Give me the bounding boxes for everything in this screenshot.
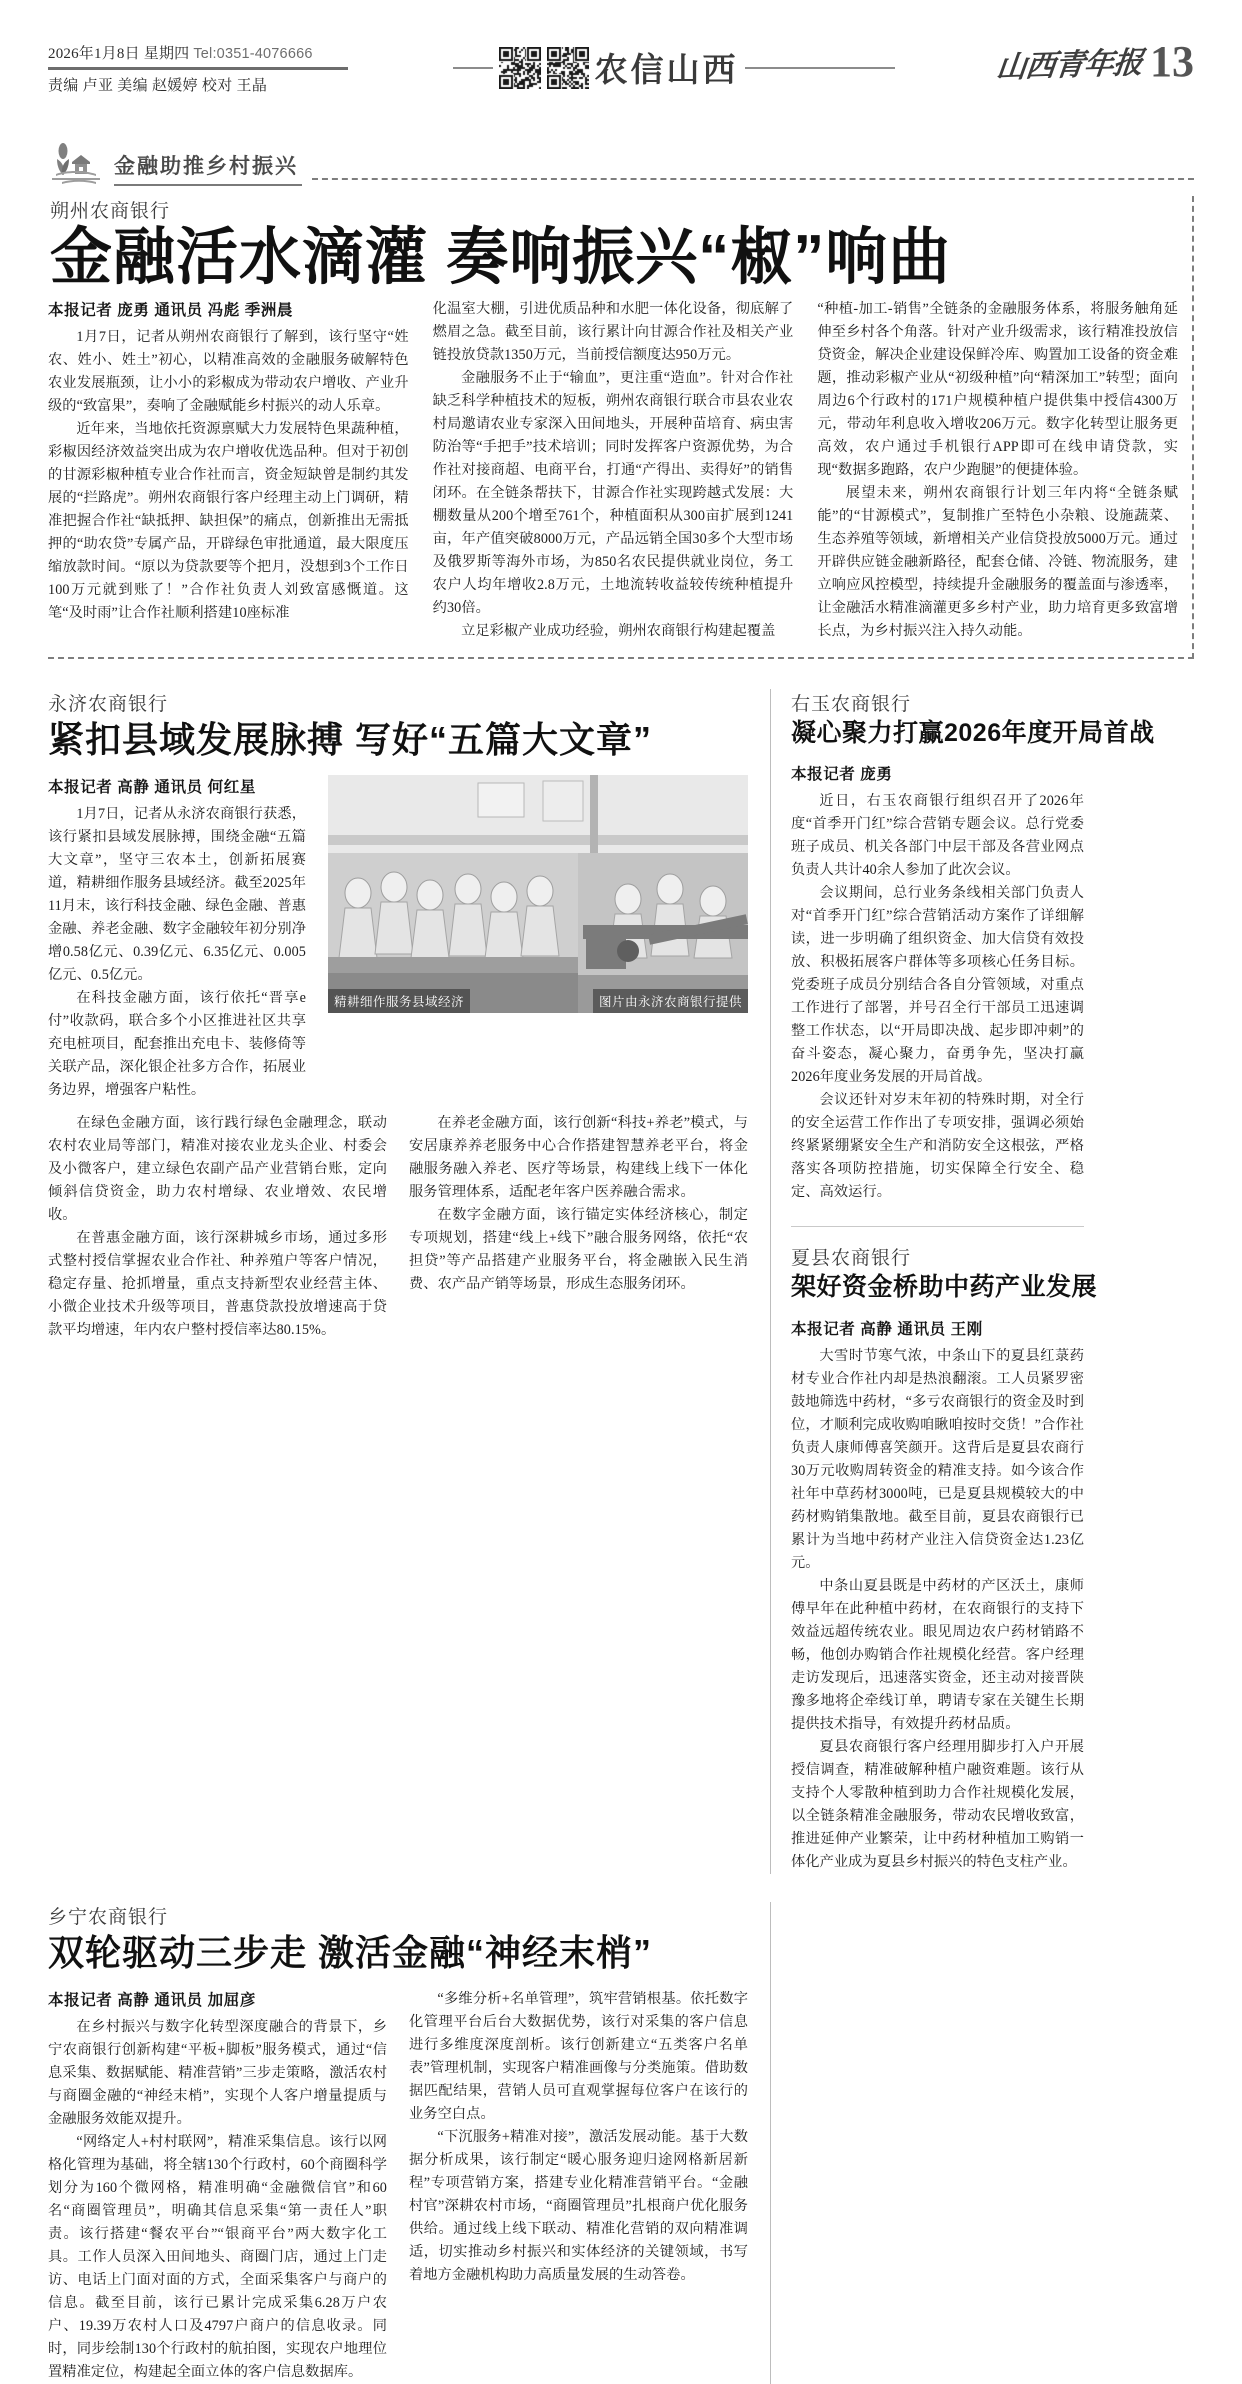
middle-region — [48, 689, 1194, 1874]
paragraph: 在科技金融方面，该行依托“晋享e付”收款码，联合多个小区推进社区共享充电桩项目，配套推出充电卡、装修倚等关联产品，深化银企社多方合作，拓展业务边界，增强客户粘性。 — [48, 990, 306, 1099]
photo-caption-left: 精耕细作服务县域经济 — [328, 989, 470, 1013]
photo-caption-right: 图片由永济农商银行提供 — [593, 989, 748, 1013]
bottom-right-spacer — [770, 1902, 1084, 2384]
page-number: 13 — [1150, 37, 1194, 87]
paragraph: “下沉服务+精准对接”，激活发展动能。基于大数据分析成果，该行制定“暖心服务迎归途网格新居新程”专项营销方案，搭建专业化精准营销平台。“金融村官”深耕农村市场，“商圈管理员”扎根商户优化服务供给。通过线上线下联动、精准化营销的双向精准调适，切实推动乡村振兴和实体经济的关键领域，书写着地方金融机构助力高质量发展的生动答卷。 — [409, 2129, 748, 2284]
xiaxian-headline: 架好资金桥助中药产业发展 — [791, 1273, 1098, 1302]
editor-credits: 责编 卢亚 美编 赵媛婷 校对 王晶 — [48, 78, 268, 94]
divider-left — [453, 67, 493, 69]
masthead-right — [939, 37, 1194, 87]
dateline-date: 2026年1月8日 星期四 — [48, 46, 190, 62]
paragraph: 在普惠金融方面，该行深耕城乡市场，通过多形式整村授信掌握农业合作社、种养殖户等客户情况，稳定存量、抢抓增量，重点支持新型农业经营主体、小微企业技术升级等项目，普惠贷款投放增速高于贷款平均增速，年内农户整村授信率达80.15%。 — [48, 1230, 387, 1339]
paragraph: 会议期间，总行业务条线相关部门负责人对“首季开门红”综合营销活动方案作了详细解读，进一步明确了组织资金、加大信贷有效投放、积极拓展客户群体等多项核心任务目标。党委班子成员分别结合各自分管领域，对重点工作进行了部署，并号召全行干部员工迅速调整工作状态，以“开局即决战、起步即冲刺”的奋斗姿态，凝心聚力，奋勇争先，坚决打赢2026年度业务发展的开局首战。 — [791, 885, 1084, 1086]
yongji-column-3 — [409, 1112, 748, 1342]
paragraph: “种植-加工-销售”全链条的金融服务体系，将服务触角延伸至乡村各个角落。针对产业升级需求，该行精准投放信贷资金，解决企业建设保鲜冷库、购置加工设备的资金难题，推动彩椒产业从“初级种植”向“精深加工”转型；面向周边6个行政村的171户规模种植户提供集中授信4300万元，带动年利息收入增收206万元。数字化转型让服务更高效，农户通过手机银行APP即可在线申请贷款，实现“数据多跑路，农户少跑腿”的便捷体验。 — [817, 300, 1179, 478]
yongji-headline: 紧扣县域发展脉搏 写好“五篇大文章” — [48, 718, 653, 760]
masthead-center — [408, 38, 939, 91]
lead-article — [48, 196, 1194, 659]
paragraph: 夏县农商银行客户经理用脚步打入户开展授信调查，精准破解种植户融资难题。该行从支持个人零散种植到助力合作社规模化发展，以全链条精准金融服务，带动农民增收致富，推进延伸产业繁荣，让中药材种植加工购销一体化产业成为夏县乡村振兴的特色支柱产业。 — [791, 1738, 1084, 1870]
paragraph: 展望未来，朔州农商银行计划三年内将“全链条赋能”的“甘源模式”，复制推广至特色小杂粮、设施蔬菜、生态养殖等领域，新增相关产业信贷投放5000万元。通过开辟供应链金融新路径，配套仓储、冷链、物流服务，建立响应风控模型，持续提升金融服务的覆盖面与渗透率，让金融活水精准滴灌更多乡村产业，助力培育更多致富增长点，为乡村振兴注入持久动能。 — [817, 484, 1179, 639]
lead-headline: 金融活水滴灌 奏响振兴“椒”响曲 — [50, 223, 952, 292]
xiangning-kicker: 乡宁农商银行 — [48, 1906, 169, 1928]
factory-workers-photo — [328, 775, 748, 1013]
yongji-kicker: 永济农商银行 — [48, 693, 169, 715]
xiaxian-kicker: 夏县农商银行 — [791, 1248, 912, 1270]
xiangning-column-1 — [48, 1988, 387, 2384]
right-column — [770, 689, 1155, 1874]
yongji-column-1 — [48, 775, 306, 1102]
lead-column-2 — [433, 298, 794, 643]
paragraph: 1月7日，记者从永济农商银行获悉，该行紧扣县域发展脉搏，围绕金融“五篇大文章”，坚守三农本土，创新拓展赛道，精耕细作服务县域经济。截至2025年11月末，该行科技金融、绿色金融、普惠金融、养老金融、数字金融较年初分别净增0.58亿元、0.39亿元、6.35亿元、0.005亿元、0.5亿元。 — [48, 806, 306, 984]
paragraph: 金融服务不止于“输血”，更注重“造血”。针对合作社缺乏科学种植技术的短板，朔州农商银行联合市县农业农村局邀请农业专家深入田间地头，开展种苗培育、病虫害防治等“手把手”技术培训；同时发挥客户资源优势，为合作社对接商超、电商平台，打通“产得出、卖得好”的销售闭环。在全链条帮扶下，甘源合作社实现跨越式发展：大棚数量从200个增至761个，种植面积从300亩扩展到1241亩，年产值突破8000万元，产品远销全国30多个大型市场及俄罗斯等海外市场，为850名农民提供就业岗位，务工农户人均年增收2.8万元，土地流转收益较传统种植提升约30倍。 — [432, 369, 794, 616]
xiaxian-byline: 本报记者 高静 通讯员 王刚 — [791, 1320, 983, 1338]
qr-code-icon[interactable] — [547, 47, 589, 89]
divider — [791, 1226, 1084, 1227]
divider-right — [745, 67, 895, 69]
paragraph: 大雪时节寒气浓，中条山下的夏县红菉药材专业合作社内却是热浪翻滚。工人员紧罗密鼓地筛选中药材，“多亏农商银行的资金及时到位，才顺利完成收购咱瞅咱按时交货！”合作社负责人康师傅喜笑颜开。这背后是夏县农商行30万元收购周转资金的精准支持。如今该合作社年中草药材3000吨，已是夏县规模较大的中药材购销集散地。截至目前，夏县农商银行已累计为当地中药材产业注入信贷资金达1.23亿元。 — [791, 1347, 1084, 1571]
paragraph: 在绿色金融方面，该行践行绿色金融理念，联动农村农业局等部门，精准对接农业龙头企业、村委会及小微客户，建立绿色农副产品产业营销台账，定向倾斜信贷资金，助力农村增绿、农业增效、农民增收。 — [48, 1115, 387, 1224]
xiangning-byline: 本报记者 高静 通讯员 加屈彦 — [48, 1992, 256, 2010]
paragraph: 近年来，当地依托资源禀赋大力发展特色果蔬种植，彩椒因经济效益突出成为农户增收优选品种。但对于初创的甘源彩椒种植专业合作社而言，资金短缺曾是制约其发展的“拦路虎”。朔州农商银行客户经理主动上门调研，精准把握合作社“缺抵押、缺担保”的痛点，创新推出无需抵押的“助农贷”专属产品，开辟绿色审批通道，最大限度压缩放款时间。“原以为贷款要等个把月，没想到3个工作日100万元就到账了！”合作社负责人刘致富感慨道。这笔“及时雨”让合作社顺利搭建10座标准 — [48, 420, 409, 621]
paragraph: 在养老金融方面，该行创新“科技+养老”模式，与安居康养养老服务中心合作搭建智慧养老平台，将金融服务融入养老、医疗等场景，构建线上线下一体化服务管理体系，适配老年客户医养融合需求。 — [409, 1115, 748, 1201]
masthead-rule — [48, 67, 348, 70]
xiangning-columns — [48, 1988, 748, 2384]
section-dotted-rule — [312, 178, 1194, 180]
youyu-byline: 本报记者 庞勇 — [791, 766, 893, 784]
farm-corn-icon — [48, 142, 104, 186]
yongji-column-2 — [48, 1112, 387, 1342]
xiangning-column-2 — [409, 1988, 748, 2384]
paragraph: 在乡村振兴与数字化转型深度融合的背景下，乡宁农商银行创新构建“平板+脚板”服务模式，通过“信息采集、数据赋能、精准营销”三步走策略，激活农村与商圈金融的“神经末梢”，实现个人客户增量提质与金融服务效能双提升。 — [48, 2019, 387, 2128]
masthead-left — [48, 38, 408, 95]
yongji-byline: 本报记者 高静 通讯员 何红星 — [48, 779, 256, 797]
dateline — [48, 42, 408, 66]
section-brand-title: 农信山西 — [594, 53, 739, 89]
paragraph: 1月7日，记者从朔州农商银行了解到，该行坚守“姓农、姓小、姓土”初心，以精准高效的金融服务破解特色农业发展瓶颈，让小小的彩椒成为带动农户增收、产业升级的“致富果”，奏响了金融赋能乡村振兴的动人乐章。 — [48, 328, 409, 414]
paragraph: 会议还针对岁末年初的特殊时期，对全行的安全运营工作作出了专项安排，强调必须始终紧紧绷紧安全生产和消防安全这根弦，严格落实各项防控措施，切实保障全行安全、稳定、高效运行。 — [791, 1092, 1084, 1201]
yongji-article — [48, 689, 748, 1874]
section-bar — [48, 138, 1194, 186]
yongji-top-row — [48, 775, 748, 1102]
xiangning-article — [48, 1902, 748, 2384]
bottom-region — [48, 1902, 1194, 2384]
paragraph: 在数字金融方面，该行锚定实体经济核心，制定专项规划，搭建“线上+线下”融合服务网络，依托“农担贷”等产品搭建产业服务平台，将金融嵌入民生消费、农产品产销等场景，形成生态服务闭环。 — [409, 1207, 748, 1293]
section-label: 金融助推乡村振兴 — [114, 150, 302, 186]
lead-column-1 — [48, 298, 409, 643]
phone-number: Tel:0351-4076666 — [193, 46, 313, 62]
paragraph: “网络定人+村村联网”，精准采集信息。该行以网格化管理为基础，将全辖130个行政村，60个商圈科学划分为160个微网格，精准明确“金融微信官”和60名“商圈管理员”，明确其信息采集“第一责任人”职责。该行搭建“餐农平台”“银商平台”两大数字化工具。工作人员深入田间地头、商圈门店，通过上门走访、电话上门面对面的方式，全面采集客户与商户的信息。截至目前，该行已累计完成采集6.28万户农户、19.39万农村人口及4797户商户的信息收录。同时，同步绘制130个行政村的航拍图，实现农户地理位置精准定位，构建起全面立体的客户信息数据库。 — [48, 2134, 387, 2381]
paragraph: “多维分析+名单管理”，筑牢营销根基。依托数字化管理平台后台大数据优势，该行对采集的客户信息进行多维度深度剖析。该行创新建立“五类客户名单表”管理机制，实现客户精准画像与分类施策。借助数据匹配结果，营销人员可直观掌握每位客户在该行的业务空白点。 — [409, 1991, 748, 2123]
yongji-bottom-row — [48, 1112, 748, 1342]
lead-columns — [48, 298, 1178, 643]
lead-byline: 本报记者 庞勇 通讯员 冯彪 季洲晨 — [48, 301, 294, 319]
lead-kicker: 朔州农商银行 — [50, 201, 171, 222]
paragraph: 化温室大棚，引进优质品种和水肥一体化设备，彻底解了燃眉之急。截至目前，该行累计向甘源合作社及相关产业链投放贷款1350万元，当前授信额度达950万元。 — [432, 300, 794, 363]
xiangning-headline: 双轮驱动三步走 激活金融“神经末梢” — [48, 1931, 653, 1973]
masthead — [48, 38, 1194, 112]
youyu-headline: 凝心聚力打赢2026年度开局首战 — [791, 718, 1155, 747]
youyu-kicker: 右玉农商银行 — [791, 693, 912, 715]
paragraph: 立足彩椒产业成功经验，朔州农商银行构建起覆盖 — [461, 622, 776, 639]
qr-code-icon[interactable] — [499, 47, 541, 89]
paragraph: 近日，右玉农商银行组织召开了2026年度“首季开门红”综合营销专题会议。总行党委班子成员、机关各部门中层干部及各营业网点负责人共计40余人参加了此次会议。 — [791, 793, 1084, 879]
paragraph: 中条山夏县既是中药材的产区沃土，康师傅早年在此种植中药材，在农商银行的支持下效益远超传统农业。眼见周边农户药材销路不畅，他创办购销合作社规模化经营。客户经理走访发现后，迅速落实资金，还主动对接晋陕豫多地将企牵线订单，聘请专家在关键生长期提供技术指导，有效提升药材品质。 — [791, 1577, 1084, 1732]
lead-column-3 — [817, 298, 1178, 643]
paper-logo: 山西青年报 — [994, 46, 1144, 85]
yongji-photo — [328, 775, 748, 1013]
